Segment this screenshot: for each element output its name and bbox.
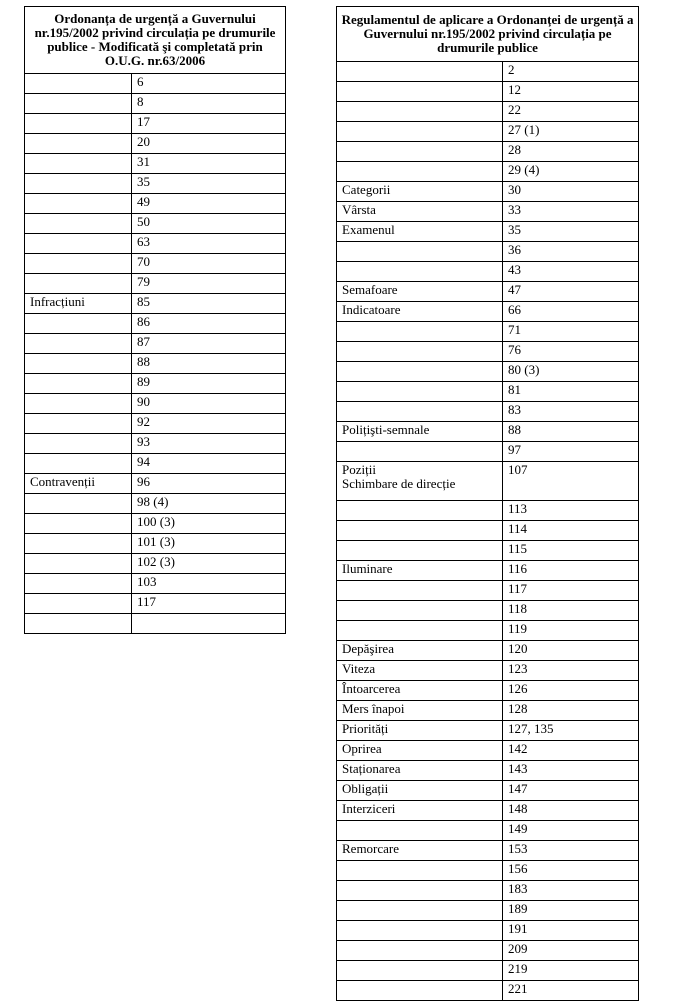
table-row — [25, 374, 286, 394]
table-row — [337, 921, 639, 941]
article-cell: 8 — [132, 94, 286, 114]
table-row — [337, 501, 639, 521]
topic-cell — [337, 961, 503, 981]
article-cell: 88 — [132, 354, 286, 374]
article-cell: 191 — [503, 921, 639, 941]
topic-cell — [25, 154, 132, 174]
article-cell: 209 — [503, 941, 639, 961]
topic-cell — [337, 601, 503, 621]
topic-cell — [25, 274, 132, 294]
article-cell: 100 (3) — [132, 514, 286, 534]
article-cell: 156 — [503, 861, 639, 881]
topic-cell — [25, 214, 132, 234]
article-cell: 143 — [503, 761, 639, 781]
table-row — [25, 194, 286, 214]
table-row — [337, 581, 639, 601]
table-row — [337, 841, 639, 861]
table-row — [25, 234, 286, 254]
article-cell: 47 — [503, 282, 639, 302]
article-cell: 120 — [503, 641, 639, 661]
table-row — [337, 821, 639, 841]
table-row — [337, 82, 639, 102]
table-row — [25, 534, 286, 554]
topic-cell — [337, 62, 503, 82]
table-row — [337, 521, 639, 541]
topic-cell — [337, 581, 503, 601]
table-row — [337, 601, 639, 621]
article-cell: 189 — [503, 901, 639, 921]
topic-cell: Întoarcerea — [337, 681, 503, 701]
topic-cell — [25, 514, 132, 534]
table-row — [337, 901, 639, 921]
table-row — [337, 62, 639, 82]
topic-cell — [25, 534, 132, 554]
topic-cell — [337, 442, 503, 462]
table-row — [337, 262, 639, 282]
article-cell: 119 — [503, 621, 639, 641]
table-row — [337, 621, 639, 641]
article-cell: 102 (3) — [132, 554, 286, 574]
topic-cell — [25, 314, 132, 334]
article-cell: 79 — [132, 274, 286, 294]
table-row — [25, 434, 286, 454]
table-row — [337, 342, 639, 362]
article-cell: 30 — [503, 182, 639, 202]
table-row — [25, 414, 286, 434]
table-row — [25, 174, 286, 194]
article-cell: 71 — [503, 322, 639, 342]
topic-cell: Poziții Schimbare de direcție — [337, 462, 503, 501]
table-row — [337, 741, 639, 761]
article-cell: 103 — [132, 574, 286, 594]
article-cell: 123 — [503, 661, 639, 681]
article-cell: 126 — [503, 681, 639, 701]
table-row — [25, 114, 286, 134]
table-row — [337, 462, 639, 501]
table-row — [25, 394, 286, 414]
article-cell: 97 — [503, 442, 639, 462]
topic-cell — [25, 334, 132, 354]
topic-cell: Interziceri — [337, 801, 503, 821]
article-cell: 6 — [132, 74, 286, 94]
table-row — [25, 494, 286, 514]
table-row — [337, 721, 639, 741]
topic-cell — [25, 234, 132, 254]
article-cell: 107 — [503, 462, 639, 501]
topic-cell — [25, 554, 132, 574]
topic-cell — [25, 574, 132, 594]
table-ordonanta-body — [25, 74, 286, 634]
article-cell: 35 — [132, 174, 286, 194]
article-cell: 80 (3) — [503, 362, 639, 382]
topic-cell — [25, 354, 132, 374]
topic-cell — [337, 861, 503, 881]
table-row — [25, 294, 286, 314]
article-cell: 113 — [503, 501, 639, 521]
article-cell: 50 — [132, 214, 286, 234]
topic-cell: Oprirea — [337, 741, 503, 761]
table-row — [337, 541, 639, 561]
article-cell: 49 — [132, 194, 286, 214]
article-cell: 81 — [503, 382, 639, 402]
topic-cell — [25, 114, 132, 134]
article-cell: 20 — [132, 134, 286, 154]
topic-cell — [25, 614, 132, 634]
article-cell: 142 — [503, 741, 639, 761]
table-row — [25, 514, 286, 534]
topic-cell: Mers înapoi — [337, 701, 503, 721]
table-row — [25, 594, 286, 614]
article-cell: 219 — [503, 961, 639, 981]
table-row — [337, 242, 639, 262]
table-row — [337, 142, 639, 162]
article-cell: 87 — [132, 334, 286, 354]
table-row — [337, 861, 639, 881]
topic-cell — [25, 94, 132, 114]
topic-cell — [25, 194, 132, 214]
table-row — [337, 322, 639, 342]
table-row — [337, 102, 639, 122]
topic-cell: Staționarea — [337, 761, 503, 781]
topic-cell — [25, 414, 132, 434]
table-row — [25, 614, 286, 634]
table-row — [337, 302, 639, 322]
topic-cell — [337, 142, 503, 162]
topic-cell — [25, 74, 132, 94]
topic-cell: Viteza — [337, 661, 503, 681]
topic-cell — [337, 102, 503, 122]
topic-cell — [337, 621, 503, 641]
topic-cell: Remorcare — [337, 841, 503, 861]
topic-cell — [337, 901, 503, 921]
topic-cell — [337, 881, 503, 901]
article-cell: 114 — [503, 521, 639, 541]
article-cell: 153 — [503, 841, 639, 861]
article-cell: 92 — [132, 414, 286, 434]
table-row — [337, 661, 639, 681]
table-row — [337, 981, 639, 1001]
table-ordonanta-header: Ordonanța de urgență a Guvernului nr.195/2002 privind circulația pe drumurile publice - Modificată şi completată prin O.U.G. nr.63/2006 — [25, 7, 286, 74]
article-cell: 86 — [132, 314, 286, 334]
article-cell: 183 — [503, 881, 639, 901]
table-row — [25, 334, 286, 354]
topic-cell — [337, 242, 503, 262]
topic-cell: Depăşirea — [337, 641, 503, 661]
article-cell: 35 — [503, 222, 639, 242]
topic-cell — [337, 521, 503, 541]
topic-cell — [337, 921, 503, 941]
article-cell: 12 — [503, 82, 639, 102]
table-row — [25, 314, 286, 334]
table-row — [337, 222, 639, 242]
topic-cell — [337, 941, 503, 961]
topic-cell — [337, 382, 503, 402]
topic-cell — [25, 374, 132, 394]
table-row — [25, 214, 286, 234]
table-row — [337, 881, 639, 901]
table-row — [25, 254, 286, 274]
article-cell: 27 (1) — [503, 122, 639, 142]
topic-cell: Vârsta — [337, 202, 503, 222]
topic-cell — [337, 82, 503, 102]
topic-cell — [25, 454, 132, 474]
topic-cell — [337, 501, 503, 521]
table-row — [25, 574, 286, 594]
topic-cell: Infracțiuni — [25, 294, 132, 314]
article-cell: 33 — [503, 202, 639, 222]
topic-cell — [25, 494, 132, 514]
topic-cell: Categorii — [337, 182, 503, 202]
table-row — [337, 561, 639, 581]
table-regulament-header: Regulamentul de aplicare a Ordonanței de urgență a Guvernului nr.195/2002 privind circulația pe drumurile publice — [337, 7, 639, 62]
article-cell: 85 — [132, 294, 286, 314]
article-cell: 63 — [132, 234, 286, 254]
topic-cell — [25, 174, 132, 194]
article-cell — [132, 614, 286, 634]
topic-cell — [25, 254, 132, 274]
table-row — [337, 961, 639, 981]
topic-cell — [337, 821, 503, 841]
table-row — [25, 354, 286, 374]
table-row — [337, 781, 639, 801]
table-row — [25, 134, 286, 154]
article-cell: 148 — [503, 801, 639, 821]
article-cell: 128 — [503, 701, 639, 721]
article-cell: 29 (4) — [503, 162, 639, 182]
table-row — [25, 554, 286, 574]
article-cell: 36 — [503, 242, 639, 262]
topic-cell — [337, 162, 503, 182]
table-row — [337, 442, 639, 462]
topic-cell: Polițişti-semnale — [337, 422, 503, 442]
topic-cell — [337, 362, 503, 382]
article-cell: 127, 135 — [503, 721, 639, 741]
table-row — [25, 74, 286, 94]
topic-cell — [337, 322, 503, 342]
article-cell: 115 — [503, 541, 639, 561]
article-cell: 116 — [503, 561, 639, 581]
article-cell: 117 — [132, 594, 286, 614]
article-cell: 83 — [503, 402, 639, 422]
article-cell: 98 (4) — [132, 494, 286, 514]
table-row — [337, 641, 639, 661]
table-row — [337, 422, 639, 442]
topic-cell — [337, 262, 503, 282]
topic-cell — [25, 594, 132, 614]
article-cell: 2 — [503, 62, 639, 82]
article-cell: 149 — [503, 821, 639, 841]
article-cell: 88 — [503, 422, 639, 442]
article-cell: 101 (3) — [132, 534, 286, 554]
article-cell: 17 — [132, 114, 286, 134]
article-cell: 221 — [503, 981, 639, 1001]
article-cell: 93 — [132, 434, 286, 454]
article-cell: 96 — [132, 474, 286, 494]
article-cell: 117 — [503, 581, 639, 601]
topic-cell — [337, 541, 503, 561]
article-cell: 90 — [132, 394, 286, 414]
table-row — [337, 801, 639, 821]
topic-cell — [25, 134, 132, 154]
table-row — [337, 282, 639, 302]
table-row — [337, 382, 639, 402]
table-ordonanta — [24, 6, 286, 634]
table-row — [25, 474, 286, 494]
table-row — [337, 162, 639, 182]
topic-cell — [25, 434, 132, 454]
article-cell: 94 — [132, 454, 286, 474]
table-row — [25, 274, 286, 294]
table-row — [25, 94, 286, 114]
table-row — [337, 182, 639, 202]
table-row — [25, 454, 286, 474]
article-cell: 70 — [132, 254, 286, 274]
article-cell: 43 — [503, 262, 639, 282]
topic-cell — [337, 122, 503, 142]
table-row — [337, 362, 639, 382]
article-cell: 118 — [503, 601, 639, 621]
table-row — [337, 941, 639, 961]
table-row — [337, 402, 639, 422]
topic-cell: Semafoare — [337, 282, 503, 302]
topic-cell: Examenul — [337, 222, 503, 242]
table-row — [337, 202, 639, 222]
topic-cell: Contravenții — [25, 474, 132, 494]
table-regulament-body — [337, 62, 639, 1001]
topic-cell — [25, 394, 132, 414]
topic-cell: Obligații — [337, 781, 503, 801]
topic-cell — [337, 402, 503, 422]
article-cell: 89 — [132, 374, 286, 394]
topic-cell: Priorități — [337, 721, 503, 741]
article-cell: 66 — [503, 302, 639, 322]
article-cell: 28 — [503, 142, 639, 162]
table-regulament — [336, 6, 639, 1001]
topic-cell: Indicatoare — [337, 302, 503, 322]
topic-cell — [337, 981, 503, 1001]
topic-cell: Iluminare — [337, 561, 503, 581]
table-row — [337, 761, 639, 781]
table-row — [337, 122, 639, 142]
article-cell: 22 — [503, 102, 639, 122]
table-row — [337, 701, 639, 721]
table-row — [337, 681, 639, 701]
article-cell: 31 — [132, 154, 286, 174]
table-row — [25, 154, 286, 174]
topic-cell — [337, 342, 503, 362]
article-cell: 147 — [503, 781, 639, 801]
article-cell: 76 — [503, 342, 639, 362]
